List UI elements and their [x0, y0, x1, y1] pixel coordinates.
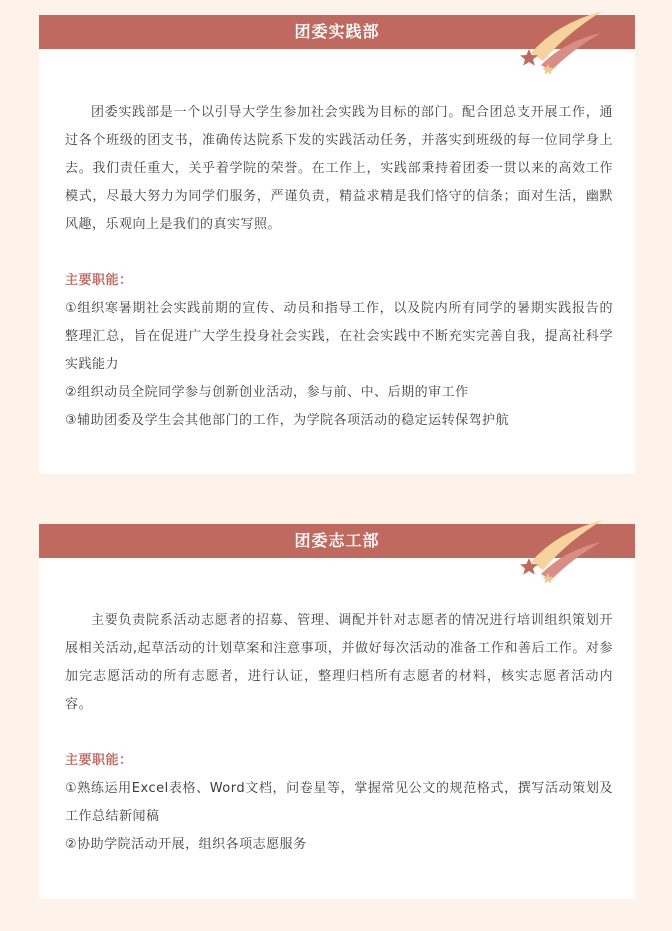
duty-item: ①组织寒暑期社会实践前期的宣传、动员和指导工作，以及院内所有同学的暑期实践报告的整理汇总，旨在促进广大学生投身社会实践，在社会实践中不断充实完善自我，提高社科学实践能力: [65, 301, 613, 372]
duties-heading: 主要职能：: [65, 273, 133, 288]
section-card-practice: [39, 15, 635, 474]
section-intro: 主要负责院系活动志愿者的招募、管理、调配并针对志愿者的情况进行培训组织策划开展相关活动,起草活动的计划草案和注意事项，并做好每次活动的准备工作和善后工作。对参加完志愿活动的所有志愿者，进行认证，整理归档所有志愿者的材料，核实志愿者活动内容。: [65, 613, 613, 712]
duty-item: ②组织动员全院同学参与创新创业活动，参与前、中、后期的审工作: [65, 385, 469, 400]
duty-item: ②协助学院活动开展，组织各项志愿服务: [65, 837, 307, 852]
shooting-star-icon: [517, 518, 607, 590]
section-intro: 团委实践部是一个以引导大学生参加社会实践为目标的部门。配合团总支开展工作，通过各个班级的团支书，准确传达院系下发的实践活动任务，并落实到班级的每一位同学身上去。我们责任重大，关乎着学院的荣誉。在工作上，实践部秉持着团委一贯以来的高效工作模式，尽最大努力为同学们服务，严谨负责，精益求精是我们恪守的信条；面对生活，幽默风趣，乐观向上是我们的真实写照。: [65, 105, 613, 232]
duties-heading: 主要职能：: [65, 753, 133, 768]
duty-item: ③辅助团委及学生会其他部门的工作，为学院各项活动的稳定运转保驾护航: [65, 413, 510, 428]
shooting-star-icon: [517, 9, 607, 81]
section-content: [65, 607, 613, 859]
section-title: 团委实践部: [294, 22, 380, 41]
section-title: 团委志工部: [294, 531, 380, 550]
duty-item: ①熟练运用Excel表格、Word文档，问卷星等，掌握常见公文的规范格式，撰写活动策划及工作总结新闻稿: [65, 781, 613, 824]
section-content: [65, 99, 613, 435]
section-card-volunteer: [39, 524, 635, 899]
